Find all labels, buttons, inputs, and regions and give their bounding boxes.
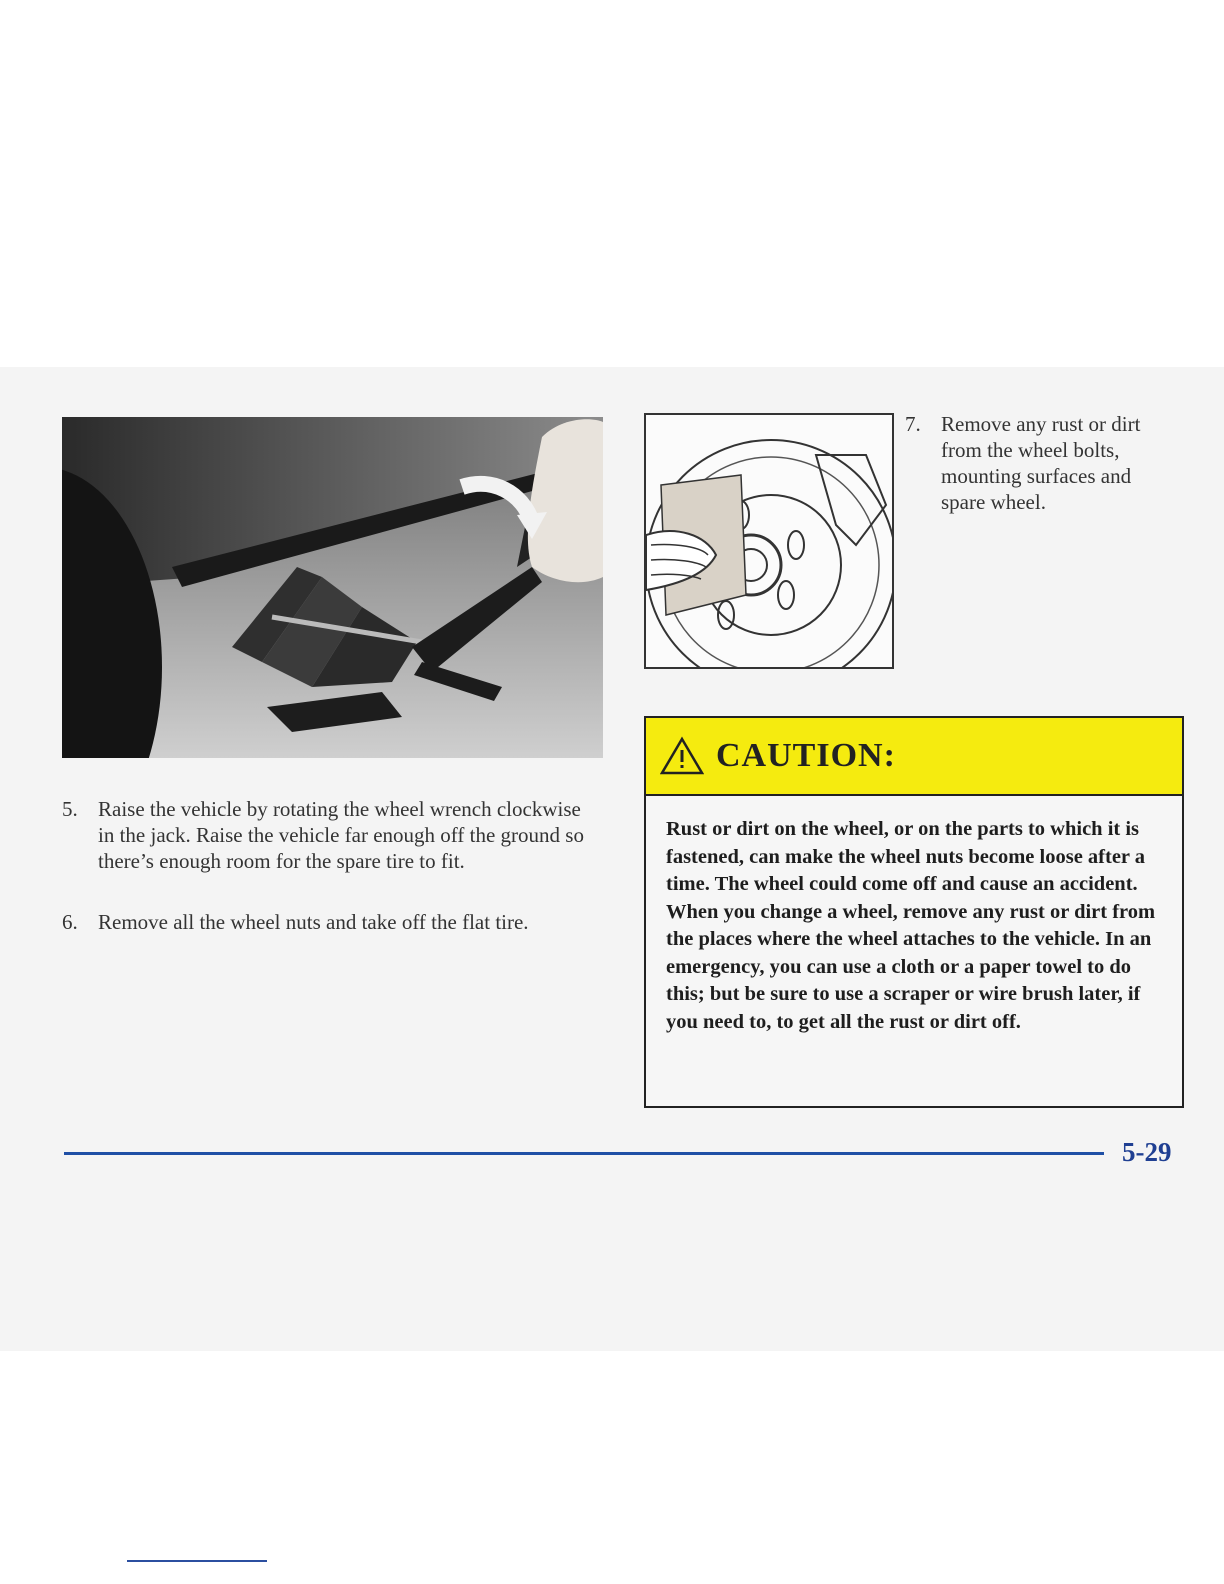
caution-body: Rust or dirt on the wheel, or on the parts to which it is fastened, can make the wheel nuts become loose after a time. The wheel could come off and cause an accident. When you change a wheel, remove any rust or dirt from the places where the wheel attaches to the vehicle. In an emergency, you can use a cloth or a paper towel to do this; but be sure to use a scraper or wire brush later, if you need to, to get all the rust or dirt off. (666, 818, 1156, 1033)
step-7 (905, 411, 1180, 515)
step-text: Remove any rust or dirt from the wheel bolts, mounting surfaces and spare wheel. (941, 412, 1141, 514)
step-number: 7. (905, 412, 921, 436)
bottom-rule (127, 1560, 267, 1562)
step-number: 6. (62, 910, 78, 934)
footer-rule (64, 1152, 1104, 1155)
step-number: 5. (62, 797, 78, 821)
step-text: Remove all the wheel nuts and take off the flat tire. (98, 910, 529, 934)
caution-header (646, 718, 1182, 796)
step-text: Raise the vehicle by rotating the wheel wrench clockwise in the jack. Raise the vehicle far enough off the ground so there’s enough room for the spare tire to fit. (98, 797, 584, 873)
step-6 (62, 909, 602, 935)
warning-triangle-icon (660, 736, 704, 776)
page-number: 5-29 (1122, 1137, 1172, 1167)
caution-title: CAUTION: (716, 737, 896, 774)
wheel-hub-illustration (644, 413, 894, 669)
step-5 (62, 796, 592, 874)
caution-box (644, 716, 1184, 1108)
jack-photo (62, 417, 603, 758)
